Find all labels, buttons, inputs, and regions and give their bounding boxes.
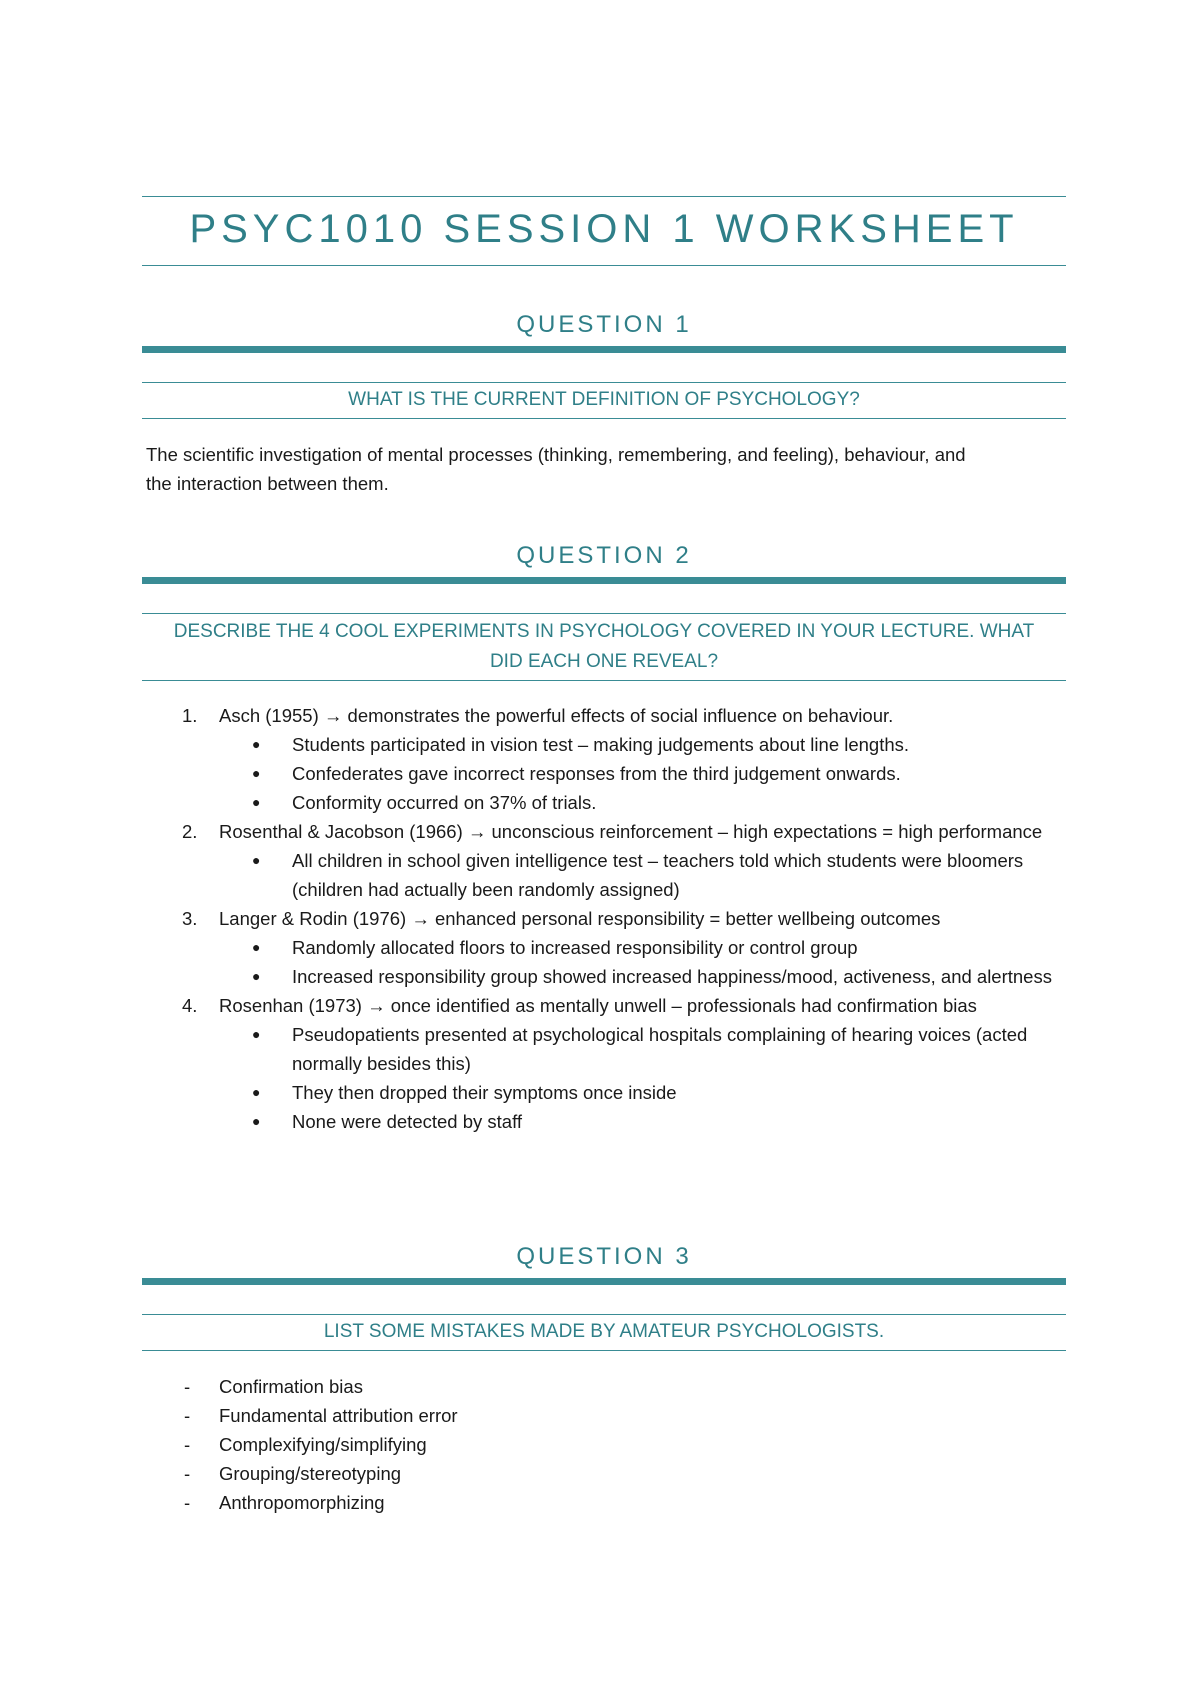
- detail-text: None were detected by staff: [292, 1111, 523, 1132]
- detail-text: They then dropped their symptoms once inside: [292, 1082, 677, 1103]
- detail-text: Confederates gave incorrect responses from the third judgement onwards.: [292, 763, 901, 784]
- question-2-prompt-line: DESCRIBE THE 4 COOL EXPERIMENTS IN PSYCHOLOGY COVERED IN YOUR LECTURE. WHAT: [173, 621, 1035, 642]
- experiment-detail: [142, 1107, 1066, 1136]
- mistake-text: Complexifying/simplifying: [219, 1434, 427, 1455]
- list-number: 4.: [182, 995, 198, 1016]
- question-2-bar: [142, 577, 1066, 584]
- detail-text: Students participated in vision test – making judgements about line lengths.: [292, 734, 910, 755]
- dash-marker: -: [184, 1376, 191, 1397]
- question-3-heading: QUESTION 3: [516, 1243, 692, 1270]
- bullet-icon: ●: [252, 939, 261, 955]
- list-number: 2.: [182, 821, 198, 842]
- mistake-text: Fundamental attribution error: [219, 1405, 458, 1426]
- experiment-text: Rosenthal & Jacobson (1966) → unconscious reinforcement – high expectations = high performance: [219, 821, 1043, 842]
- experiment-detail: [142, 846, 1066, 904]
- bullet-icon: ●: [252, 765, 261, 781]
- dash-marker: -: [184, 1405, 191, 1426]
- list-number: 1.: [182, 705, 198, 726]
- experiment-detail: [142, 1020, 1066, 1078]
- detail-text: Pseudopatients presented at psychological hospitals complaining of hearing voices (acted normally besides this): [292, 1024, 1028, 1074]
- question-1-bar: [142, 346, 1066, 353]
- bullet-icon: ●: [252, 968, 261, 984]
- experiment-text: Rosenhan (1973) → once identified as mentally unwell – professionals had confirmation bias: [219, 995, 977, 1016]
- dash-marker: -: [184, 1492, 191, 1513]
- experiment-detail: [142, 788, 1066, 817]
- question-2-heading: QUESTION 2: [516, 542, 692, 569]
- experiment-detail: [142, 759, 1066, 788]
- experiment-text: Asch (1955) → demonstrates the powerful effects of social influence on behaviour.: [219, 705, 894, 726]
- detail-text: All children in school given intelligence test – teachers told which students were bloomers (children had actually been randomly assigned): [292, 850, 1024, 900]
- bullet-icon: ●: [252, 852, 261, 868]
- question-3-prompt: [142, 1314, 1066, 1351]
- question-2-prompt: [142, 613, 1066, 681]
- experiment-detail: [142, 730, 1066, 759]
- mistake-text: Grouping/stereotyping: [219, 1463, 402, 1484]
- mistake-item: [142, 1401, 1066, 1430]
- mistake-item: [142, 1488, 1066, 1517]
- experiment-detail: [142, 962, 1066, 991]
- question-2-prompt-line: DID EACH ONE REVEAL?: [489, 651, 719, 672]
- experiment-detail: [142, 933, 1066, 962]
- question-1-answer: [146, 440, 1066, 498]
- dash-marker: -: [184, 1434, 191, 1455]
- detail-text: Randomly allocated floors to increased responsibility or control group: [292, 937, 858, 958]
- mistake-text: Anthropomorphizing: [219, 1492, 385, 1513]
- bullet-icon: ●: [252, 1113, 261, 1129]
- mistake-item: [142, 1372, 1066, 1401]
- detail-text: Conformity occurred on 37% of trials.: [292, 792, 597, 813]
- question-1-prompt: [142, 382, 1066, 419]
- detail-text: Increased responsibility group showed increased happiness/mood, activeness, and alertness: [292, 966, 1052, 987]
- mistake-text: Confirmation bias: [219, 1376, 363, 1397]
- experiment-item: [142, 904, 1066, 933]
- experiment-list: [142, 701, 1066, 1136]
- question-3-bar: [142, 1278, 1066, 1285]
- dash-marker: -: [184, 1463, 191, 1484]
- question-1-prompt-text: WHAT IS THE CURRENT DEFINITION OF PSYCHOLOGY?: [348, 389, 860, 410]
- bullet-icon: ●: [252, 1026, 261, 1042]
- page-title: PSYC1010 SESSION 1 WORKSHEET: [189, 207, 1019, 251]
- answer-line: the interaction between them.: [146, 473, 389, 494]
- question-3-prompt-text: LIST SOME MISTAKES MADE BY AMATEUR PSYCHOLOGISTS.: [323, 1321, 885, 1342]
- bullet-icon: ●: [252, 736, 261, 752]
- title-block: [142, 196, 1066, 266]
- bullet-icon: ●: [252, 1084, 261, 1100]
- bullet-icon: ●: [252, 794, 261, 810]
- experiment-item: [142, 991, 1066, 1020]
- experiment-item: [142, 817, 1066, 846]
- experiment-text: Langer & Rodin (1976) → enhanced personal responsibility = better wellbeing outcomes: [219, 908, 941, 929]
- list-number: 3.: [182, 908, 198, 929]
- answer-line: The scientific investigation of mental processes (thinking, remembering, and feeling), behaviour, and: [146, 444, 966, 465]
- mistake-item: [142, 1459, 1066, 1488]
- mistakes-list: [142, 1372, 1066, 1517]
- mistake-item: [142, 1430, 1066, 1459]
- experiment-detail: [142, 1078, 1066, 1107]
- experiment-item: [142, 701, 1066, 730]
- question-1-heading: QUESTION 1: [516, 311, 692, 338]
